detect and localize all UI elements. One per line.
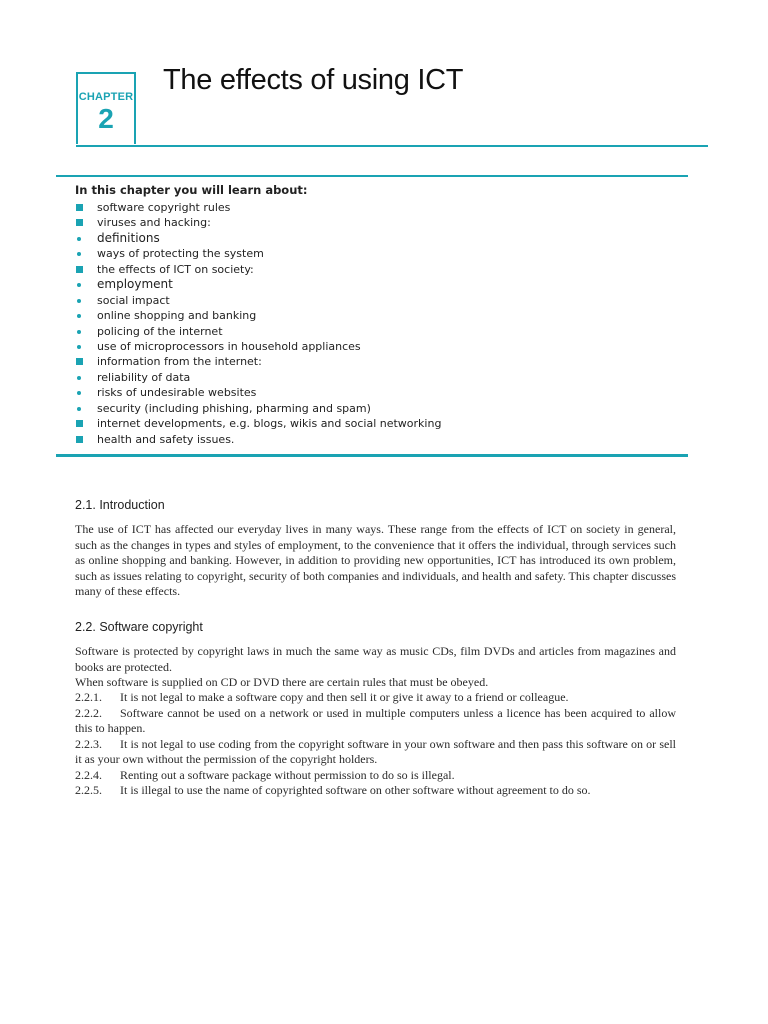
copyright-rules-list — [75, 690, 676, 799]
list-item-text: policing of the internet — [97, 324, 223, 338]
list-item — [75, 370, 441, 385]
dot-bullet-icon — [77, 299, 81, 303]
square-bullet-icon — [76, 219, 83, 226]
list-item — [75, 200, 441, 215]
list-item — [75, 262, 441, 277]
list-item-text: social impact — [97, 293, 170, 307]
list-item — [75, 231, 441, 246]
dot-bullet-icon — [77, 314, 81, 318]
dot-bullet-icon — [77, 330, 81, 334]
list-item — [75, 416, 441, 431]
list-item-text: security (including phishing, pharming and spam) — [97, 401, 371, 415]
section-heading-introduction: 2.1. Introduction — [75, 498, 165, 512]
list-item-text: definitions — [97, 230, 160, 245]
dot-bullet-icon — [77, 237, 81, 241]
list-item — [75, 385, 441, 400]
rule-text: It is illegal to use the name of copyrighted software on other software without agreement to do so. — [120, 783, 591, 797]
list-item — [75, 324, 441, 339]
square-bullet-icon — [76, 420, 83, 427]
copyright-rules-intro: When software is supplied on CD or DVD there are certain rules that must be obeyed. — [75, 675, 489, 689]
chapter-number: 2 — [98, 103, 114, 134]
list-item — [75, 339, 441, 354]
list-item — [75, 308, 441, 323]
list-item-text: internet developments, e.g. blogs, wikis and social networking — [97, 417, 442, 431]
rule-item — [75, 706, 676, 737]
list-item — [75, 293, 441, 308]
dot-bullet-icon — [77, 376, 81, 380]
list-item — [75, 215, 441, 230]
list-item-text: information from the internet: — [97, 355, 262, 369]
rule-number: 2.2.1. — [75, 690, 102, 704]
dot-bullet-icon — [77, 407, 81, 411]
square-bullet-icon — [76, 204, 83, 211]
list-item — [75, 277, 441, 292]
rule-text: Renting out a software package without permission to do so is illegal. — [120, 767, 455, 782]
learning-objectives-heading: In this chapter you will learn about: — [75, 183, 308, 197]
rule-number: 2.2.4. — [75, 767, 102, 782]
list-item — [75, 354, 441, 369]
square-bullet-icon — [76, 436, 83, 443]
copyright-paragraph: Software is protected by copyright laws in much the same way as music CDs, film DVDs and articles from magazines and books are protected. — [75, 644, 676, 674]
chapter-label: CHAPTER — [78, 91, 134, 103]
rule-item — [75, 783, 676, 799]
dot-bullet-icon — [77, 391, 81, 395]
list-item-text: viruses and hacking: — [97, 216, 211, 230]
list-item-text: risks of undesirable websites — [97, 386, 257, 400]
list-item — [75, 246, 441, 261]
page-title: The effects of using ICT — [163, 64, 464, 96]
introduction-paragraph: The use of ICT has affected our everyday lives in many ways. These range from the effects of ICT on society in general, such as the changes in types and styles of employment, to the convenience that it offers the individual, through services such as online shopping and banking. However, in addition to providing new opportunities, ICT has introduced its own problem, such as issues relating to copyright, security of both companies and individuals, and health and safety. This chapter discusses many of these effects. — [75, 522, 676, 598]
list-item-text: health and safety issues. — [97, 432, 235, 446]
list-item — [75, 432, 441, 447]
rule-number: 2.2.2. — [75, 705, 102, 720]
square-bullet-icon — [76, 358, 83, 365]
list-item-text: reliability of data — [97, 370, 191, 384]
rule-number: 2.2.3. — [75, 736, 102, 751]
dot-bullet-icon — [77, 283, 81, 287]
learning-objectives-box — [56, 175, 688, 457]
rule-text: It is not legal to use coding from the copyright software in your own software and then pass this software on or sell it as your own without the permission of the copyright holders. — [75, 736, 676, 766]
learning-objectives-list — [75, 200, 441, 447]
dot-bullet-icon — [77, 345, 81, 349]
chapter-badge — [76, 72, 136, 144]
square-bullet-icon — [76, 266, 83, 273]
list-item-text: use of microprocessors in household appliances — [97, 339, 361, 353]
list-item-text: the effects of ICT on society: — [97, 262, 254, 276]
dot-bullet-icon — [77, 252, 81, 256]
rule-item — [75, 768, 676, 784]
title-divider — [76, 145, 708, 147]
rule-text: Software cannot be used on a network or used in multiple computers unless a licence has been acquired to allow this to happen. — [75, 705, 676, 735]
rule-text: It is not legal to make a software copy and then sell it or give it away to a friend or colleague. — [120, 690, 569, 704]
list-item — [75, 401, 441, 416]
list-item-text: employment — [97, 277, 173, 292]
rule-item — [75, 737, 676, 768]
list-item-text: ways of protecting the system — [97, 247, 264, 261]
rule-item — [75, 690, 676, 706]
rule-number: 2.2.5. — [75, 783, 102, 797]
list-item-text: online shopping and banking — [97, 309, 257, 323]
list-item-text: software copyright rules — [97, 201, 231, 214]
section-heading-software-copyright: 2.2. Software copyright — [75, 620, 203, 634]
